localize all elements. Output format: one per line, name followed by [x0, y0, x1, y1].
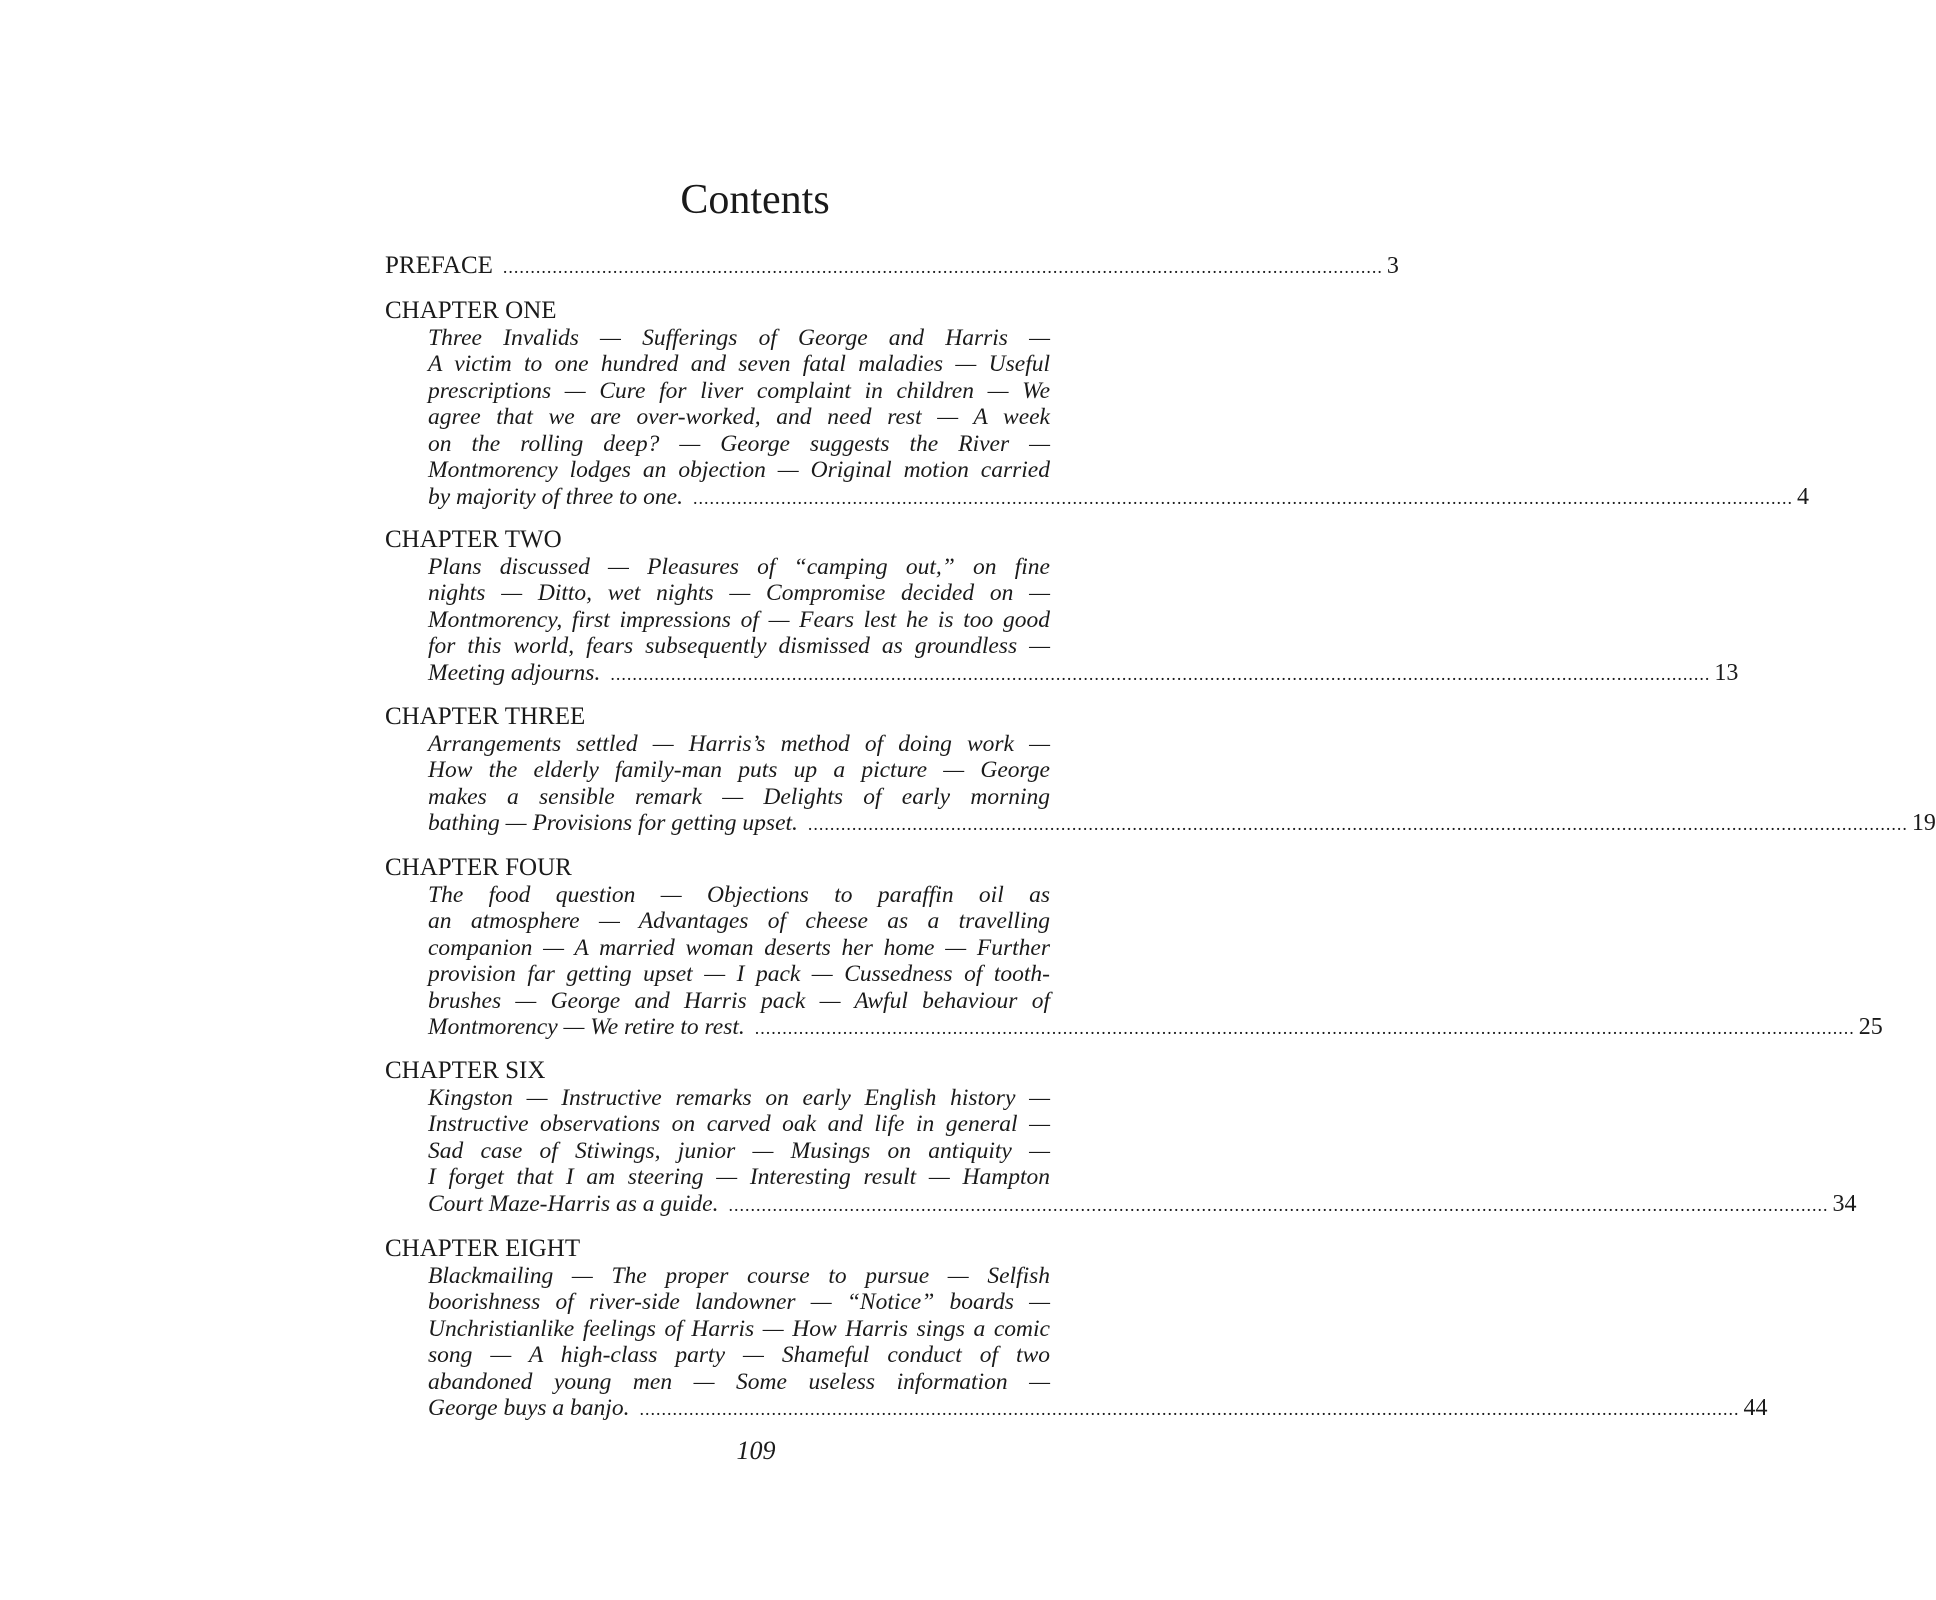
- chapter-summary-line: Meeting adjourns.: [428, 659, 601, 686]
- chapter-summary-line: song — A high-class party — Shameful conduct of two: [428, 1342, 1050, 1368]
- dot-leader: ........................................................................................................................................................................................................: [807, 814, 1908, 834]
- chapter-summary-line: Arrangements settled — Harris’s method of doing work —: [428, 730, 1050, 757]
- toc-entry-chapter[interactable]: [385, 1235, 1768, 1422]
- chapter-summary-line: Unchristianlike feelings of Harris — How Harris sings a comic: [428, 1315, 1050, 1342]
- chapter-summary-line: by majority of three to one.: [428, 483, 683, 510]
- chapter-heading: CHAPTER ONE: [385, 297, 557, 324]
- chapter-summary-line: for this world, fears subsequently dismissed as groundless —: [428, 633, 1050, 659]
- toc-entry-chapter[interactable]: [385, 703, 1936, 837]
- toc-entry-chapter[interactable]: [385, 297, 1809, 510]
- chapter-summary-line: Montmorency — We retire to rest.: [428, 1014, 745, 1040]
- chapter-summary-line: The food question — Objections to paraffin oil as: [428, 881, 1050, 908]
- chapter-summary-line: makes a sensible remark — Delights of early morning: [428, 783, 1050, 810]
- toc-entry-chapter[interactable]: [385, 1057, 1857, 1217]
- page-number: 19: [1911, 810, 1936, 836]
- chapter-heading: CHAPTER FOUR: [385, 854, 572, 881]
- chapter-summary-line: prescriptions — Cure for liver complaint in children — We: [428, 377, 1050, 404]
- chapter-summary-line: Sad case of Stiwings, junior — Musings on antiquity —: [428, 1137, 1050, 1164]
- chapter-heading: CHAPTER THREE: [385, 703, 586, 730]
- chapter-summary-line: George buys a banjo.: [428, 1395, 630, 1421]
- chapter-summary-line: abandoned young men — Some useless information —: [428, 1368, 1050, 1395]
- chapter-summary-line: Montmorency, first impressions of — Fears lest he is too good: [428, 606, 1050, 633]
- chapter-summary-line: Court Maze-Harris as a guide.: [428, 1190, 719, 1217]
- chapter-summary-line: Plans discussed — Pleasures of “camping out,” on fine: [428, 553, 1050, 580]
- toc-entry-preface[interactable]: [385, 252, 1399, 280]
- page-title: Contents: [680, 177, 830, 223]
- entry-label: PREFACE: [385, 252, 493, 279]
- page-number: 44: [1743, 1395, 1768, 1421]
- page-number: 4: [1796, 483, 1809, 510]
- dot-leader: ........................................................................................................................................................................................................: [754, 1018, 1855, 1038]
- chapter-summary-line: bathing — Provisions for getting upset.: [428, 810, 798, 836]
- chapter-summary-line: an atmosphere — Advantages of cheese as a travelling: [428, 908, 1050, 934]
- toc-entry-chapter[interactable]: [385, 526, 1739, 686]
- chapter-summary-line: provision far getting upset — I pack — Cussedness of tooth-: [428, 961, 1050, 987]
- chapter-heading: CHAPTER TWO: [385, 526, 562, 553]
- chapter-summary-line: I forget that I am steering — Interesting result — Hampton: [428, 1164, 1050, 1190]
- chapter-heading: CHAPTER EIGHT: [385, 1235, 581, 1262]
- page-number: 34: [1832, 1190, 1857, 1217]
- chapter-summary-line: nights — Ditto, wet nights — Compromise decided on —: [428, 580, 1050, 606]
- dot-leader: ................................................................................................................................................................: [502, 257, 1383, 277]
- chapter-summary-line: Three Invalids — Sufferings of George and Harris —: [428, 324, 1050, 351]
- page-folio: 109: [736, 1436, 776, 1465]
- chapter-summary-line: boorishness of river-side landowner — “Notice” boards —: [428, 1289, 1050, 1315]
- chapter-summary-line: Instructive observations on carved oak and life in general —: [428, 1111, 1050, 1137]
- chapter-summary-line: A victim to one hundred and seven fatal maladies — Useful: [428, 351, 1050, 377]
- toc-entry-chapter[interactable]: [385, 854, 1883, 1041]
- dot-leader: ........................................................................................................................................................................................................: [639, 1399, 1740, 1419]
- chapter-summary-line: agree that we are over-worked, and need rest — A week: [428, 404, 1050, 430]
- chapter-summary-line: companion — A married woman deserts her home — Further: [428, 934, 1050, 961]
- chapter-summary-line: brushes — George and Harris pack — Awful behaviour of: [428, 987, 1050, 1014]
- dot-leader: ........................................................................................................................................................................................................: [610, 663, 1711, 684]
- dot-leader: ........................................................................................................................................................................................................: [728, 1194, 1829, 1215]
- page-number: 25: [1858, 1014, 1883, 1040]
- chapter-summary-line: Kingston — Instructive remarks on early English history —: [428, 1084, 1050, 1111]
- page-number: 13: [1714, 659, 1739, 686]
- chapter-summary-line: Blackmailing — The proper course to pursue — Selfish: [428, 1262, 1050, 1289]
- chapter-summary-line: Montmorency lodges an objection — Original motion carried: [428, 457, 1050, 483]
- chapter-heading: CHAPTER SIX: [385, 1057, 546, 1084]
- chapter-summary-line: How the elderly family-man puts up a picture — George: [428, 757, 1050, 783]
- page-number: 3: [1386, 253, 1399, 279]
- chapter-summary-line: on the rolling deep? — George suggests the River —: [428, 430, 1050, 457]
- dot-leader: ........................................................................................................................................................................................................: [692, 487, 1793, 508]
